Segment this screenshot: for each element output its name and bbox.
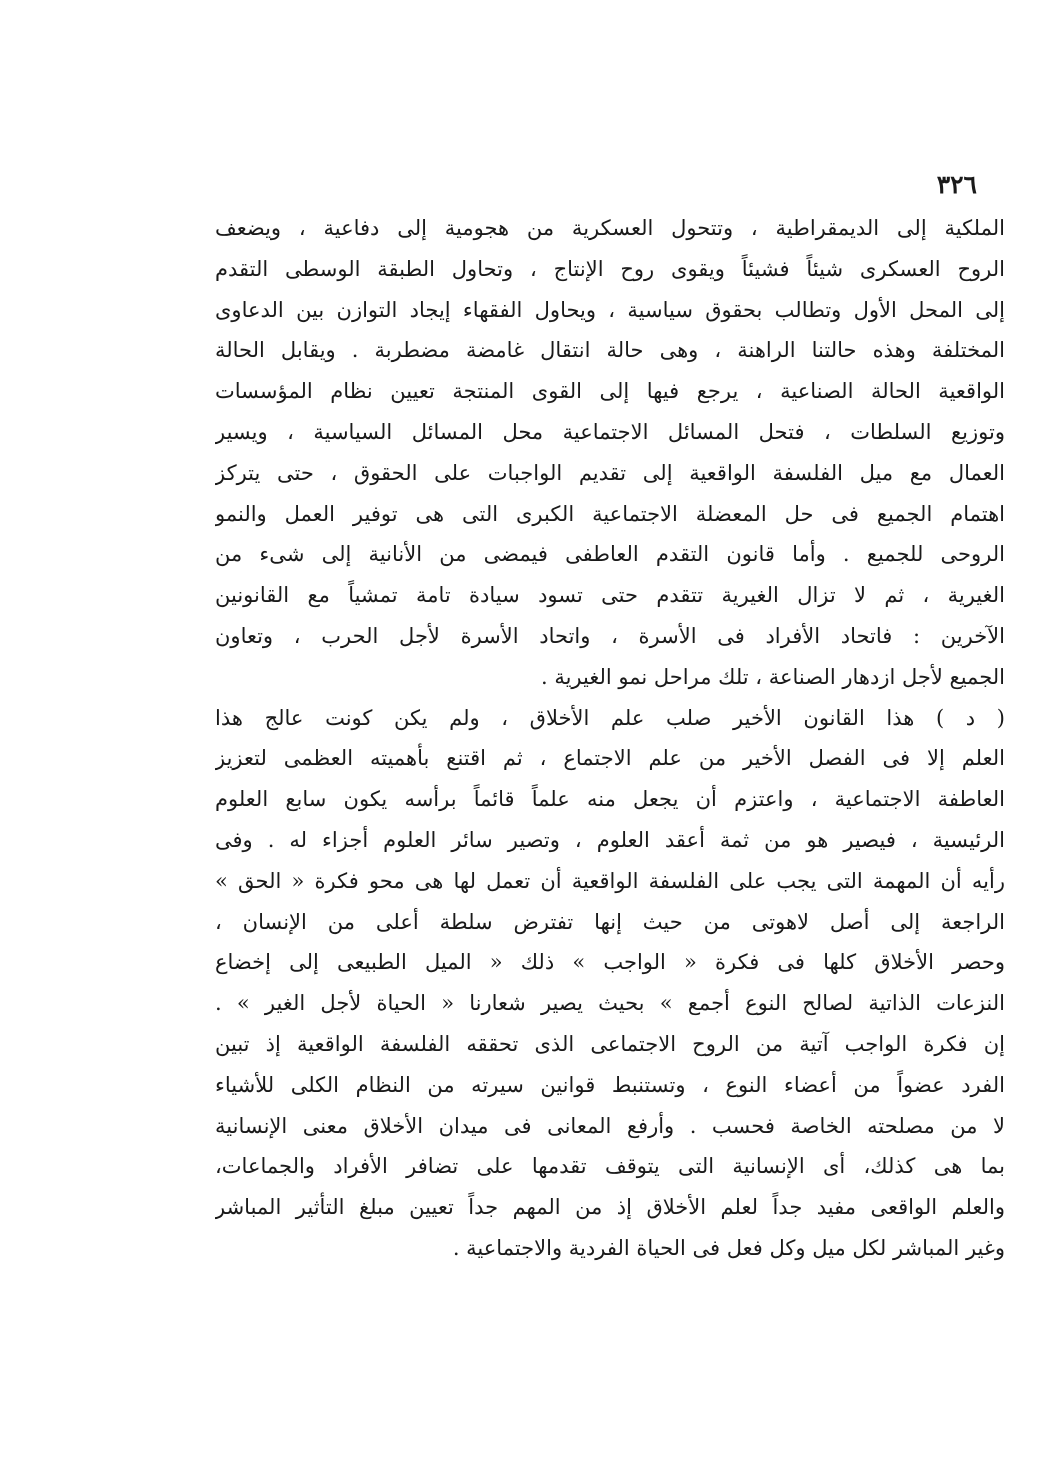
text-line: العلم إلا فى الفصل الأخير من علم الاجتماع ، ثم اقتنع بأهميته العظمى لتعزيز [215, 746, 1005, 771]
text-line: اهتمام الجميع فى حل المعضلة الاجتماعية الكبرى التى هى توفير العمل والنمو [215, 501, 1005, 526]
text-line: الواقعية الحالة الصناعية ، يرجع فيها إلى القوى المنتجة تعيين نظام المؤسسات [215, 379, 1005, 404]
text-line: بما هى كذلك، أى الإنسانية التى يتوقف تقدمها على تضافر الأفراد والجماعات، [215, 1154, 1005, 1179]
body-text [215, 208, 1005, 1269]
text-line: الفرد عضواً من أعضاء النوع ، وتستنبط قوانين سيرته من النظام الكلى للأشياء [215, 1072, 1005, 1097]
text-line: الآخرين : فاتحاد الأفراد فى الأسرة ، واتحاد الأسرة لأجل الحرب ، وتعاون [215, 623, 1005, 648]
text-line: الغيرية ، ثم لا تزال الغيرية تتقدم حتى تسود سيادة تامة تمشياً مع القانونين [215, 583, 1005, 608]
text-line: وحصر الأخلاق كلها فى فكرة « الواجب » ذلك « الميل الطبيعى إلى إخضاع [215, 950, 1005, 975]
text-line: إلى المحل الأول وتطالب بحقوق سياسية ، ويحاول الفقهاء إيجاد التوازن بين الدعاوى [215, 297, 1005, 322]
text-line: رأيه أن المهمة التى يجب على الفلسفة الواقعية أن تعمل لها هى محو فكرة « الحق » [215, 868, 1005, 893]
text-line: الملكية إلى الديمقراطية ، وتتحول العسكرية من هجومية إلى دفاعية ، ويضعف [215, 216, 1005, 240]
text-line: الراجعة إلى أصل لاهوتى من حيث إنها تفترض سلطة أعلى من الإنسان ، [215, 909, 1005, 934]
text-line: إن فكرة الواجب آتية من الروح الاجتماعى الذى تحققه الفلسفة الواقعية إذ تبين [215, 1031, 1005, 1056]
paragraph-end-line: الجميع لأجل ازدهار الصناعة ، تلك مراحل نمو الغيرية . [540, 664, 1005, 689]
paragraph-end-line: وغير المباشر لكل ميل وكل فعل فى الحياة الفردية والاجتماعية . [452, 1235, 1005, 1260]
text-line: وتوزيع السلطات ، فتحل المسائل الاجتماعية محل المسائل السياسية ، ويسير [215, 419, 1005, 444]
text-line: الرئيسية ، فيصير هو من ثمة أعقد العلوم ، وتصير سائر العلوم أجزاء له . وفى [215, 827, 1005, 852]
text-line: لا من مصلحته الخاصة فحسب . وأرفع المعانى فى ميدان الأخلاق معنى الإنسانية [215, 1113, 1005, 1138]
text-line: المختلفة وهذه حالتنا الراهنة ، وهى حالة انتقال غامضة مضطربة . ويقابل الحالة [215, 338, 1005, 363]
text-line: العمال مع ميل الفلسفة الواقعية إلى تقديم الواجبات على الحقوق ، حتى يتركز [215, 460, 1005, 485]
text-line: النزعات الذاتية لصالح النوع أجمع » بحيث يصير شعارنا « الحياة لأجل الغير » . [215, 991, 1005, 1016]
text-line: الروحى للجميع . وأما قانون التقدم العاطفى فيمضى من الأنانية إلى شىء من [215, 542, 1005, 567]
text-line: ( د ) هذا القانون الأخير صلب علم الأخلاق ، ولم يكن كونت عالج هذا [215, 705, 1005, 730]
text-line: والعلم الواقعى مفيد جداً لعلم الأخلاق إذ من المهم جداً تعيين مبلغ التأثير المباشر [215, 1195, 1005, 1220]
text-line: العاطفة الاجتماعية ، واعتزم أن يجعل منه علماً قائماً برأسه يكون سابع العلوم [215, 787, 1005, 812]
page-number: ٣٢٦ [936, 170, 977, 199]
text-line: الروح العسكرى شيئاً فشيئاً ويقوى روح الإنتاج ، وتحاول الطبقة الوسطى التقدم [215, 256, 1005, 281]
